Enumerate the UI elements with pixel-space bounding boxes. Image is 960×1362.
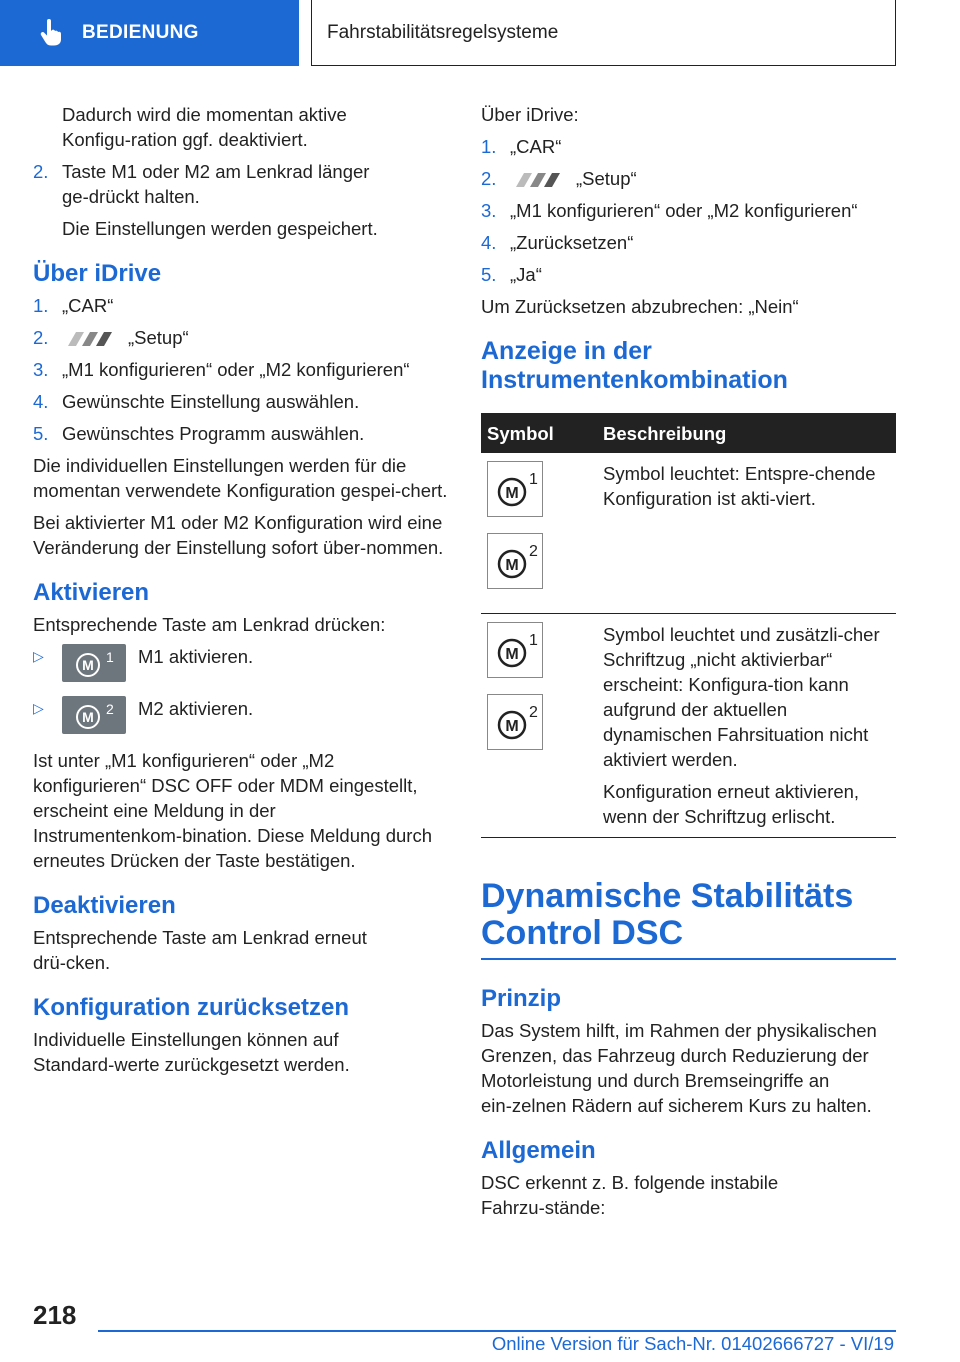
step-text: „Zurücksetzen“ [510,232,634,253]
svg-text:2: 2 [106,701,114,717]
heading-rule [481,958,896,960]
m2-button-icon [62,696,126,734]
table-header-row [481,413,896,453]
svg-text:M: M [505,485,519,502]
step-number: 4. [33,391,49,412]
m-stripes-icon [62,332,118,346]
paragraph: DSC erkennt z. B. folgende instabile Fahrzu‑stände: [481,1172,779,1218]
m1-symbol-icon [487,461,543,517]
paragraph: Um Zurücksetzen abzubrechen: „Nein“ [481,296,799,317]
step-text: Taste M1 oder M2 am Lenkrad länger ge‑drückt halten. [62,161,370,207]
step-text: „Ja“ [510,264,542,285]
left-column [33,102,448,1084]
hand-pointer-icon [36,18,66,48]
heading-activate: Aktivieren [33,579,150,606]
step-item [33,421,448,446]
heading-deactivate: Deaktivieren [33,892,176,919]
description-text: Konfiguration erneut aktivieren, wenn der Schriftzug erlischt. [603,781,860,827]
svg-text:M: M [82,657,94,673]
bullet-item [33,696,448,734]
step-text: Gewünschtes Programm auswählen. [62,423,365,444]
symbol-table [481,413,896,838]
m2-symbol-icon [487,694,543,750]
step-text: „CAR“ [510,136,562,157]
heading-idrive: Über iDrive [33,260,162,287]
step-number: 3. [33,359,49,380]
step-number: 3. [481,200,497,221]
idrive-label: Über iDrive: [481,104,579,125]
step-item [481,166,896,191]
page-number: 218 [33,1300,77,1330]
paragraph: Entsprechende Taste am Lenkrad erneut drü‑cken. [33,927,367,973]
svg-text:2: 2 [529,704,538,721]
step-number: 2. [481,168,497,189]
step-number: 2. [33,161,49,182]
section-tab-label: BEDIENUNG [82,22,199,43]
spacer [481,838,896,878]
description-cell [603,614,896,838]
step-item [33,389,448,414]
symbol-cell [481,614,603,838]
description-text: Symbol leuchtet und zusätzli‑cher Schriftzug „nicht aktivierbar“ erscheint: Konfigura‑tion kann aufgrund der aktuellen dynamischen Fahrsituation nicht aktiviert werden. [603,624,880,770]
svg-text:M: M [505,718,519,735]
step-item [481,198,896,223]
paragraph: Ist unter „M1 konfigurieren“ oder „M2 konfigurieren“ DSC OFF oder MDM eingestellt, erscheint eine Meldung in der Instrumentenkom‑bination. Diese Meldung durch erneutes Drücken der Taste bestätigen. [33,750,432,871]
step-item [33,357,448,382]
heading-general: Allgemein [481,1137,596,1164]
svg-text:1: 1 [529,632,538,649]
step-body [510,166,896,191]
step-number: 2. [33,327,49,348]
step-item [33,159,448,209]
intro-text: Dadurch wird die momentan aktive Konfigu‑ration ggf. deaktiviert. [62,104,347,150]
step-number: 1. [481,136,497,157]
paragraph: Bei aktivierter M1 oder M2 Konfiguration wird eine Veränderung der Einstellung sofort über‑nommen. [33,512,444,558]
svg-text:M: M [82,709,94,725]
step-item [33,293,448,318]
heading-display: Anzeige in der Instrumentenkombination [481,337,788,394]
bullet-text: M1 aktivieren. [138,646,254,667]
table-row [481,453,896,614]
table-row [481,614,896,838]
section-tab [0,0,299,66]
bullet-item [33,644,448,682]
step-text: „M1 konfigurieren“ oder „M2 konfigurieren“ [510,200,858,221]
triangle-bullet-icon: ▷ [33,648,44,664]
paragraph: Individuelle Einstellungen können auf Standard‑werte zurückgesetzt werden. [33,1029,350,1075]
col-symbol: Symbol [481,413,603,453]
description-text: Symbol leuchtet: Entspre‑chende Konfiguration ist akti‑viert. [603,463,876,509]
step-text: „M1 konfigurieren“ oder „M2 konfigurieren“ [62,359,410,380]
step-text: Gewünschte Einstellung auswählen. [62,391,360,412]
step-item [481,134,896,159]
footer-text: Online Version für Sach-Nr. 01402666727 - VI/19 [491,1333,894,1354]
step-number: 4. [481,232,497,253]
step-text: „Setup“ [128,327,189,348]
step-number: 1. [33,295,49,316]
heading-principle: Prinzip [481,985,562,1012]
svg-text:2: 2 [529,543,538,560]
step-item [33,325,448,350]
paragraph: Das System hilft, im Rahmen der physikalischen Grenzen, das Fahrzeug durch Reduzierung der Motorleistung und durch Bremseingriffe an ein‑zelnen Rädern auf sicherem Kurs zu halten. [481,1020,877,1116]
chapter-title: Fahrstabilitätsregelsysteme [327,21,559,43]
paragraph: Die individuellen Einstellungen werden für die momentan verwendete Konfiguration gespei‑chert. [33,455,448,501]
m-stripes-icon [510,173,566,187]
col-description: Beschreibung [603,413,896,453]
step-result: Die Einstellungen werden gespeichert. [62,218,378,239]
heading-reset: Konfiguration zurücksetzen [33,994,350,1021]
svg-text:M: M [505,646,519,663]
paragraph: Entsprechende Taste am Lenkrad drücken: [33,614,386,635]
heading-dsc: Dynamische Stabilitäts Control DSC [481,877,854,952]
svg-text:M: M [505,557,519,574]
step-text: „Setup“ [576,168,637,189]
svg-text:1: 1 [106,649,114,665]
step-text: „CAR“ [62,295,114,316]
step-body [62,325,448,350]
description-cell [603,453,896,614]
svg-text:1: 1 [529,471,538,488]
chapter-title-box [311,0,896,66]
footer-rule [98,1330,896,1332]
triangle-bullet-icon: ▷ [33,700,44,716]
step-item [481,262,896,287]
m1-button-icon [62,644,126,682]
right-column [481,102,896,1227]
step-item [481,230,896,255]
step-number: 5. [33,423,49,444]
symbol-cell [481,453,603,614]
bullet-text: M2 aktivieren. [138,698,254,719]
m1-symbol-icon [487,622,543,678]
step-number: 5. [481,264,497,285]
m2-symbol-icon [487,533,543,589]
